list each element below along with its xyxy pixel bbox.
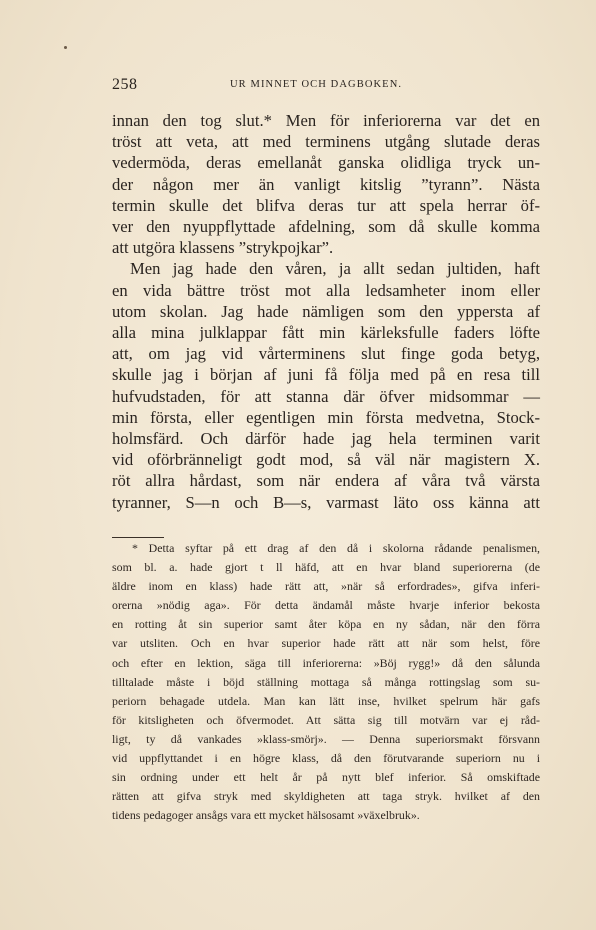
running-head: UR MINNET OCH DAGBOKEN. — [230, 79, 403, 90]
page-number: 258 — [112, 76, 138, 93]
body-line: hufvudstaden, för att stanna där öfver midsommar — — [112, 386, 540, 406]
footnote-divider — [112, 537, 164, 538]
body-line: röt allra hårdast, som när endera af våra två värsta — [112, 471, 540, 491]
body-line: utom skolan. Jag hade nämligen som den yppersta af — [112, 301, 540, 321]
body-text — [112, 110, 540, 513]
body-line: termin skulle det blifva deras tur att spela herrar öf- — [112, 195, 540, 215]
body-line: en vida bättre tröst mot alla ledsamheter inom eller — [112, 280, 540, 300]
body-line: tröst att veta, att med terminens utgång slutade deras — [112, 132, 540, 152]
footnote-line: periorn behagade utdela. Man kan lätt inse, hvilket spelrum här gafs — [112, 693, 540, 708]
body-line: vid oförbränneligt godt mod, så väl när magistern X. — [112, 450, 540, 470]
body-line: att, om jag vid vårterminens slut finge goda betyg, — [112, 344, 540, 364]
body-line: holmsfärd. Och därför hade jag hela terminen varit — [112, 429, 540, 449]
body-line: min första, eller egentligen min första medvetna, Stock- — [112, 407, 540, 427]
body-line: ver den nyuppflyttade afdelning, som då skulle komma — [112, 217, 540, 237]
footnote-line: en rotting åt sin superior samt åter köpa en ny sådan, när den förra — [112, 617, 540, 632]
footnote-line: tilltalade måste i böjd ställning mottaga så många rottingslag som su- — [112, 674, 540, 689]
body-line: der någon mer än vanligt kitslig ”tyrann”. Nästa — [112, 174, 540, 194]
footnote-line: för kitsligheten och öfvermodet. Att sätta sig till motvärn var ej råd- — [112, 712, 540, 727]
footnote-line: äldre inom en klass) hade rätt att, »när så erfordrades», gifva inferi- — [112, 579, 540, 594]
page-header — [112, 76, 542, 96]
footnote — [112, 539, 540, 825]
body-line: att utgöra klassens ”strykpojkar”. — [112, 238, 334, 258]
body-line: skulle jag i början af juni få följa med på en resa till — [112, 365, 540, 385]
body-line: vedermöda, deras emellanåt ganska olidliga tryck un- — [112, 153, 540, 173]
footnote-line: tidens pedagoger ansågs vara ett mycket hälsosamt »växelbruk». — [112, 808, 420, 823]
footnote-line: som bl. a. hade gjort t ll häfd, att en hvar bland superiorerna (de — [112, 560, 540, 575]
body-line: alla mina julklappar fått min kärleksfulle faders löfte — [112, 323, 540, 343]
footnote-line: rätten att gifva stryk med skyldigheten att taga stryk. hvilket af den — [112, 789, 540, 804]
page-speck — [64, 46, 67, 49]
footnote-line: vid uppflyttandet i en högre klass, då den förutvarande superiorn nu i — [112, 751, 540, 766]
footnote-line: orerna »nödig aga». För detta ändamål måste hvarje inferior bekosta — [112, 598, 540, 613]
body-line: Men jag hade den våren, ja allt sedan jultiden, haft — [130, 259, 540, 279]
footnote-line: ligt, ty då vankades »klass-smörj». — Denna superiorsmakt försvann — [112, 731, 540, 746]
body-line: innan den tog slut.* Men för inferiorerna var det en — [112, 111, 540, 130]
footnote-line: och efter en lektion, säga till inferiorerna: »Böj rygg!» då den sålunda — [112, 655, 540, 670]
footnote-line: * Detta syftar på ett drag af den då i skolorna rådande penalismen, — [132, 541, 540, 555]
footnote-line: var utsliten. Och en hvar superior hade rätt att när som helst, före — [112, 636, 540, 651]
body-line: tyranner, S—n och B—s, varmast läto oss känna att — [112, 492, 540, 512]
footnote-line: sin ordning under ett helt år på nytt blef inferior. Så omskiftade — [112, 770, 540, 785]
